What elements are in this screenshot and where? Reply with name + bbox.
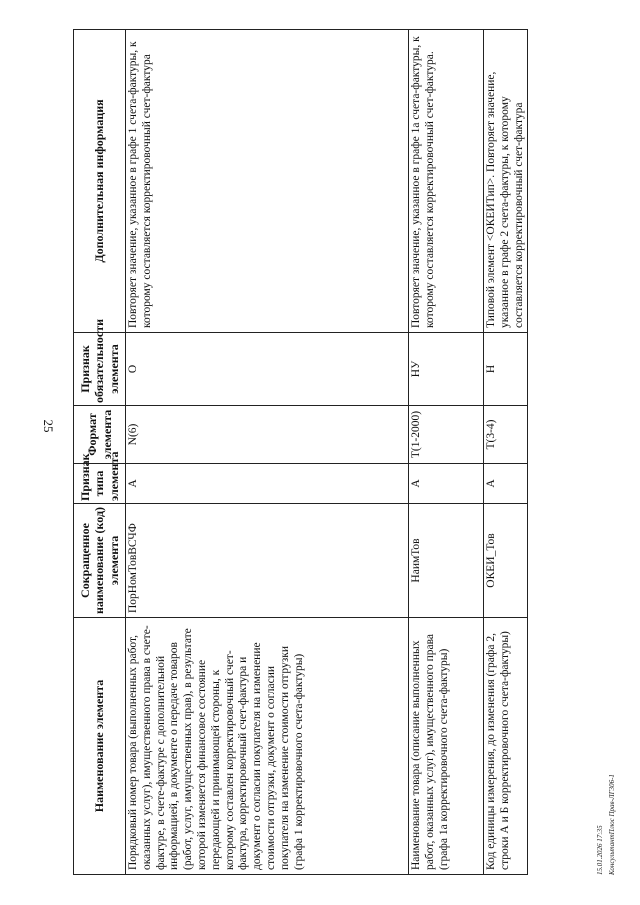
table-viewport (73, 30, 525, 875)
header-type: Признак типа элемента (74, 464, 126, 504)
cell-info: Повторяет значение, указанное в графе 1 счета-фактуры, к которому составляется корректировочный счет-фактура (126, 30, 409, 333)
cell-required: О (126, 333, 409, 406)
cell-code: НаимТов (409, 504, 484, 618)
header-required: Признак обязательности элемента (74, 333, 126, 406)
cell-code: ОКЕИ_Тов (484, 504, 528, 618)
cell-format: N(6) (126, 406, 409, 464)
cell-name: Код единицы измерения, до изменения (графа 2, строки А и Б корректировочного счета-фактуры) (484, 618, 528, 875)
cell-code: ПорНомТовВСЧФ (126, 504, 409, 618)
table-row (126, 30, 409, 875)
elements-table (73, 29, 528, 875)
cell-type: А (409, 464, 484, 504)
cell-name: Порядковый номер товара (выполненных работ, оказанных услуг), имущественного права в счете-фактуре, в счете-фактуре с дополнительной информацией, в документе о передаче товаров (работ, услуг, имущественных прав), в результате которой изменяется финансовое состояние передающей и принимающей стороны, к которому составлен корректировочный счет-фактура, корректировочный счет-фактура и документ о согласии покупателя на изменение стоимости отгрузки, документ о согласии покупателя на изменение стоимости отгрузки (графа 1 корректировочного счета-фактуры) (126, 618, 409, 875)
cell-info: Повторяет значение, указанное в графе 1а счета-фактуры, к которому составляется корректировочный счет-фактура. (409, 30, 484, 333)
table-row (484, 30, 528, 875)
cell-required: НУ (409, 333, 484, 406)
cell-required: Н (484, 333, 528, 406)
header-format: Формат элемента (74, 406, 126, 464)
cell-info: Типовой элемент <ОКЕИТип>. Повторяет значение, указанное в графе 2 счета-фактуры, к которому составляется корректировочный счет-фактура (484, 30, 528, 333)
cell-name: Наименование товара (описание выполненных работ, оказанных услуг), имущественного права (графа 1а корректировочного счета-фактуры) (409, 618, 484, 875)
table-row (409, 30, 484, 875)
print-stamp (586, 700, 626, 880)
table-header-row (74, 30, 126, 875)
stamp-source: КонсультантПлюс Прав-ЛГ306-1 (608, 774, 616, 875)
cell-type: А (484, 464, 528, 504)
cell-type: А (126, 464, 409, 504)
cell-format: T(1-2000) (409, 406, 484, 464)
header-name: Наименование элемента (74, 618, 126, 875)
stamp-date: 15.01.2026 17:35 (596, 825, 604, 875)
cell-format: T(3-4) (484, 406, 528, 464)
page-number: 25 (41, 419, 56, 433)
header-info: Дополнительная информация (74, 30, 126, 333)
header-code: Сокращенное наименование (код) элемента (74, 504, 126, 618)
